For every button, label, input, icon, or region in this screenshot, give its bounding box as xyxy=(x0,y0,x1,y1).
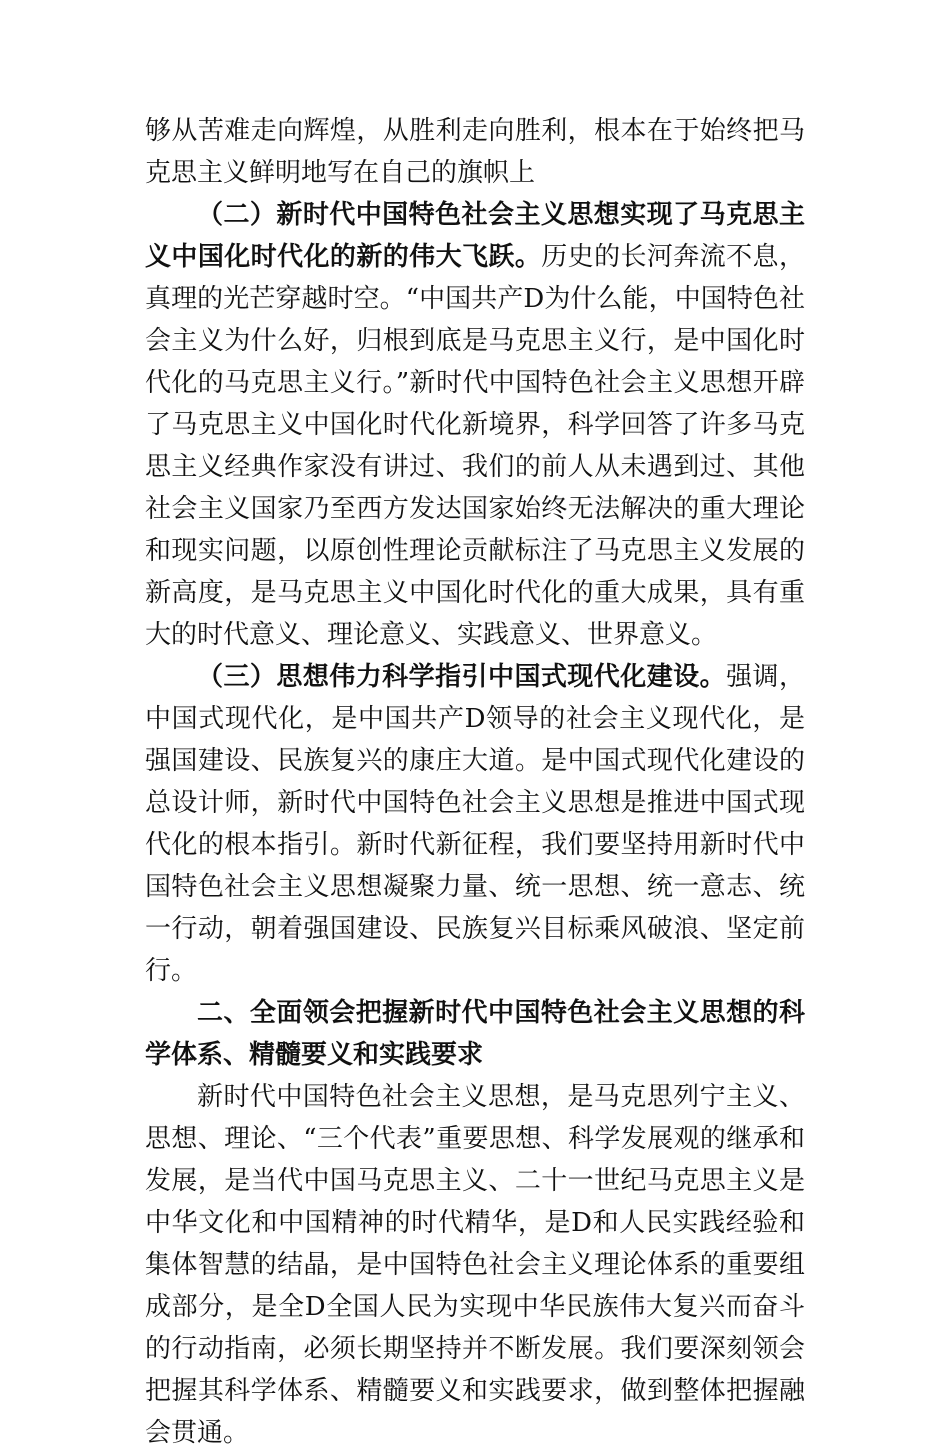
subsection-lead-3: （三）思想伟力科学指引中国式现代化建设。 xyxy=(197,662,727,692)
section-heading-2: 二、全面领会把握新时代中国特色社会主义思想的科学体系、精髓要义和实践要求 xyxy=(145,998,805,1070)
paragraph-body-2: 历史的长河奔流不息，真理的光芒穿越时空。“中国共产D为什么能，中国特色社会主义为什么好，归根到底是马克思主义行，是中国化时代化的马克思主义行。”新时代中国特色社会主义思想开辟了马克思主义中国化时代化新境界，科学回答了许多马克思主义经典作家没有讲过、我们的前人从未遇到过、其他社会主义国家乃至西方发达国家始终无法解决的重大理论和现实问题，以原创性理论贡献标注了马克思主义发展的新高度，是马克思主义中国化时代化的重大成果，具有重大的时代意义、理论意义、实践意义、世界意义。 xyxy=(145,242,805,650)
paragraph-section-intro: 新时代中国特色社会主义思想，是马克思列宁主义、思想、理论、“三个代表”重要思想、科学发展观的继承和发展，是当代中国马克思主义、二十一世纪马克思主义是中华文化和中国精神的时代精华，是D和人民实践经验和集体智慧的结晶，是中国特色社会主义理论体系的重要组成部分，是全D全国人民为实现中华民族伟大复兴而奋斗的行动指南，必须长期坚持并不断发展。我们要深刻领会把握其科学体系、精髓要义和实践要求，做到整体把握融会贯通。 xyxy=(145,1082,805,1448)
paragraph-body-3: 强调，中国式现代化，是中国共产D领导的社会主义现代化，是强国建设、民族复兴的康庄大道。是中国式现代化建设的总设计师，新时代中国特色社会主义思想是推进中国式现代化的根本指引。新时代新征程，我们要坚持用新时代中国特色社会主义思想凝聚力量、统一思想、统一意志、统一行动，朝着强国建设、民族复兴目标乘风破浪、坚定前行。 xyxy=(145,662,805,986)
paragraph-section-3 xyxy=(145,656,805,992)
subsection-lead-2: （二）新时代中国特色社会主义思想实现了马克思主义中国化时代化的新的伟大飞跃。 xyxy=(145,200,805,272)
paragraph-continuation: 够从苦难走向辉煌，从胜利走向胜利，根本在于始终把马克思主义鲜明地写在自己的旗帜上 xyxy=(145,116,805,188)
document-page xyxy=(145,110,805,1454)
paragraph-section-2 xyxy=(145,194,805,656)
